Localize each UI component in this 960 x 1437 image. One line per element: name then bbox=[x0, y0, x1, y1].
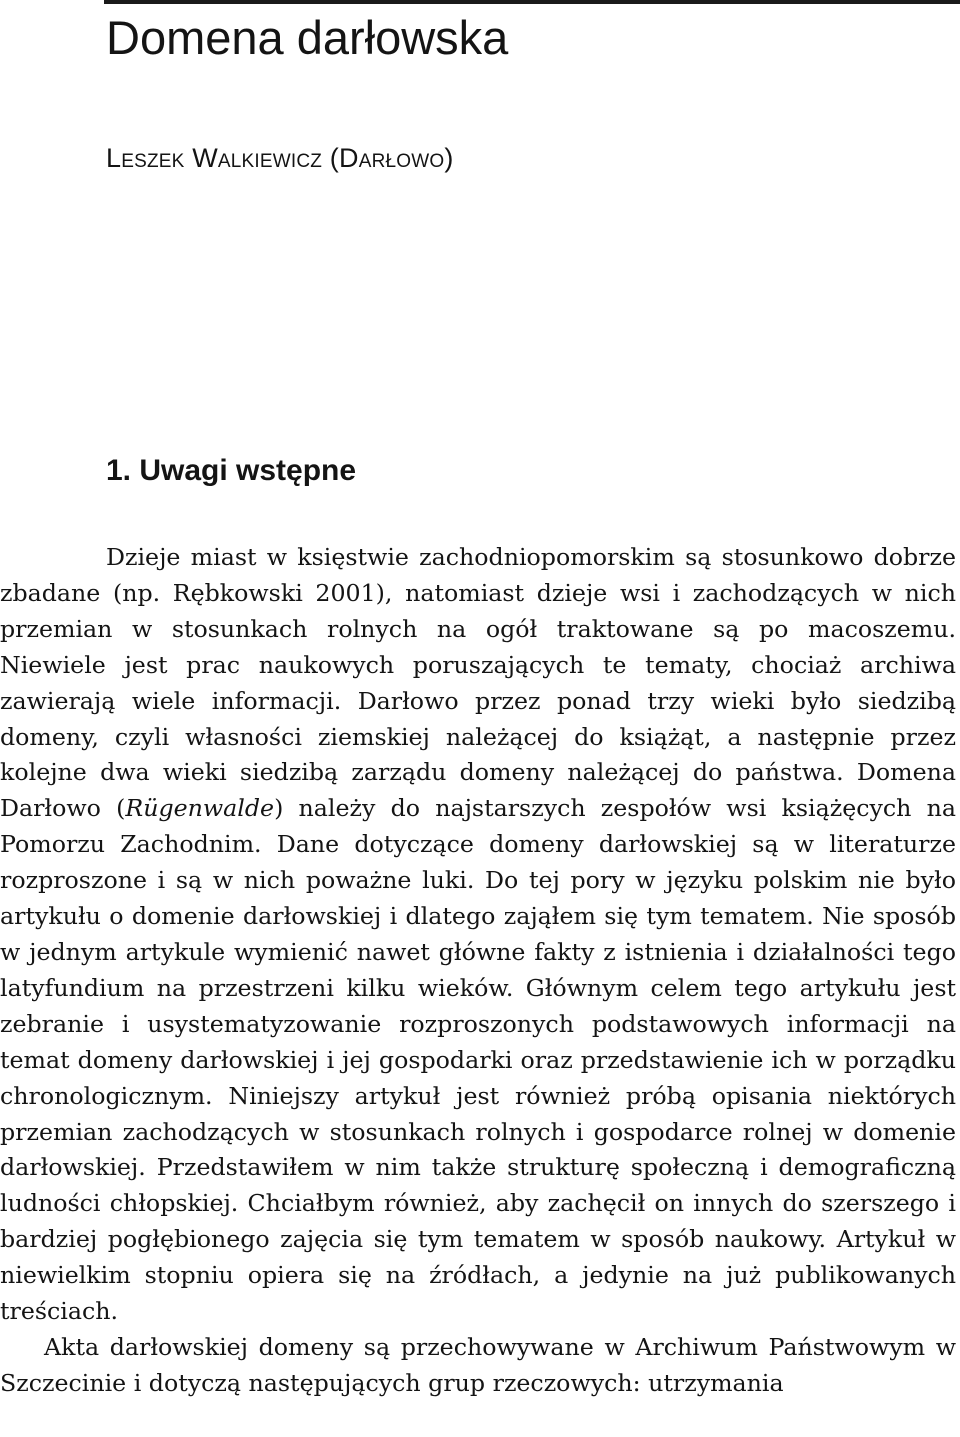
article-author: Leszek Walkiewicz (Darłowo) bbox=[106, 143, 454, 173]
paragraph-1-italic-term: Rügenwalde bbox=[125, 794, 275, 823]
article-title: Domena darłowska bbox=[106, 11, 509, 64]
paragraph-1-text-b: ) należy do najstarszych zespołów wsi książęcych na Pomorzu Zachodnim. Dane dotyczące domeny darłowskiej są w literaturze rozproszone i są w nich poważne luki. Do tej pory w języku polskim nie było artykułu o domenie darłowskiej i dlatego zająłem się tym tematem. Nie sposób w jednym artykule wymienić nawet główne fakty z istnienia i działalności tego latyfundium na przestrzeni kilku wieków. Głównym celem tego artykułu jest zebranie i usystematyzowanie rozproszonych podstawowych informacji na temat domeny darłowskiej i jej gospodarki oraz przedstawienie ich w porządku chronologicznym. Niniejszy artykuł jest również próbą opisania niektórych przemian zachodzących w stosunkach rolnych i gospodarce rolnej w domenie darłowskiej. Przedstawiłem w nim także strukturę społeczną i demograficzną ludności chłopskiej. Chciałbym również, aby zachęcił on innych do szerszego i bardziej pogłębionego zajęcia się tym tematem w sposób naukowy. Artykuł w niewielkim stopniu opiera się na źródłach, a jedynie na już publikowanych treściach. bbox=[0, 794, 956, 1326]
paragraph-1 bbox=[0, 540, 956, 1330]
article-body bbox=[0, 540, 956, 1402]
paragraph-1-text-a: Dzieje miast w księstwie zachodniopomorskim są stosunkowo dobrze zbadane (np. Rębkowski 2001), natomiast dzieje wsi i zachodzących w nich przemian w stosunkach rolnych na ogół traktowane są po macoszemu. Niewiele jest prac naukowych poruszających te tematy, chociaż archiwa zawierają wiele informacji. Darłowo przez ponad trzy wieki było siedzibą domeny, czyli własności ziemskiej należącej do książąt, a następnie przez kolejne dwa wieki siedzibą zarządu domeny należącej do państwa. Domena Darłowo ( bbox=[0, 543, 956, 823]
section-heading: 1. Uwagi wstępne bbox=[106, 454, 357, 487]
top-rule bbox=[104, 0, 960, 4]
paragraph-2: Akta darłowskiej domeny są przechowywane w Archiwum Państwowym w Szczecinie i dotyczą następujących grup rzeczowych: utrzymania bbox=[0, 1332, 956, 1397]
